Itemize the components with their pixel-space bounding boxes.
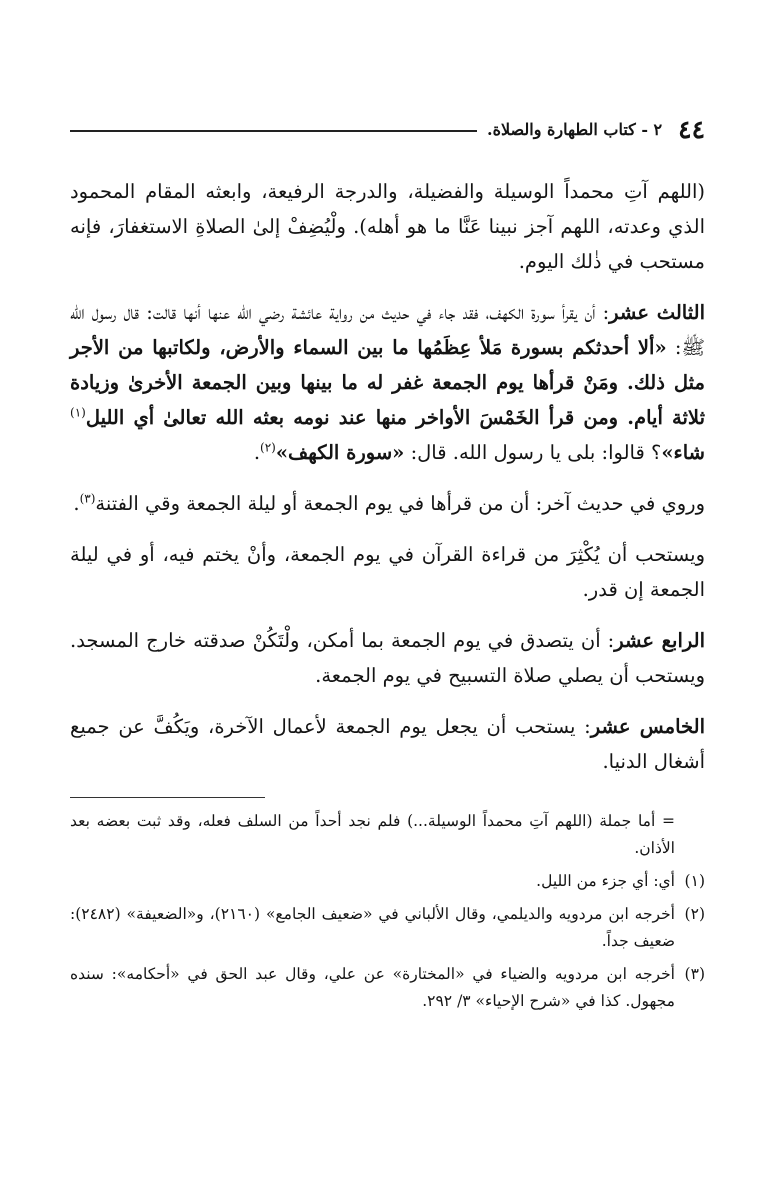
footnote-ref-1[interactable]: (١) bbox=[70, 405, 86, 420]
footnote-text: أي: أي جزء من الليل. bbox=[536, 872, 675, 890]
book-page bbox=[70, 112, 705, 1021]
running-title: ٢ - كتاب الطهارة والصلاة. bbox=[487, 119, 663, 139]
footnote-separator bbox=[70, 797, 265, 798]
paragraph-fifteenth bbox=[70, 709, 705, 779]
paragraph-text: : أن يقرأ سورة الكهف، فقد جاء في حديث من رواية عائشة رضي الله عنها أنها قالت: قال رسول الله ﷺ: bbox=[70, 301, 706, 359]
paragraph-quran-reading: ويستحب أن يُكْثِرَ من قراءة القرآن في يوم الجمعة، وأنْ يختم فيه، أو في ليلة الجمعة إن قدر. bbox=[70, 543, 705, 601]
paragraph-dua: (اللهم آتِ محمداً الوسيلة والفضيلة، والدرجة الرفيعة، وابعثه المقام المحمود الذي وعدته، اللهم آجز نبينا عَنَّا ما هو أهله). ولْيُضِفْ إلىٰ الصلاةِ الاستغفارَ، فإنه مستحب في ذٰلك اليوم. bbox=[70, 180, 705, 273]
paragraph-fourteenth bbox=[70, 623, 705, 693]
header-rule bbox=[70, 130, 477, 132]
main-text bbox=[70, 174, 705, 779]
footnote-mark: (١) bbox=[684, 872, 705, 890]
paragraph-text: : أن يتصدق في يوم الجمعة بما أمكن، ولْتَكُنْ صدقته خارج المسجد. ويستحب أن يصلي صلاة التسبيح في يوم الجمعة. bbox=[70, 629, 705, 687]
section-label-fourteenth: الرابع عشر bbox=[614, 629, 705, 652]
paragraph-end: . bbox=[73, 492, 80, 515]
section-label-fifteenth: الخامس عشر bbox=[590, 715, 705, 738]
footnote-ref-2[interactable]: (٢) bbox=[260, 440, 276, 455]
footnote-1 bbox=[70, 868, 705, 895]
hadith-quote-surah: «سورة الكهف» bbox=[275, 441, 405, 464]
footnote-text: أخرجه ابن مردويه والديلمي، وقال الألباني في «ضعيف الجامع» (٢١٦٠)، و«الضعيفة» (٢٤٨٢): ضعيف جداً. bbox=[70, 905, 675, 950]
footnote-continuation: = أما جملة (اللهم آتِ محمداً الوسيلة...) فلم نجد أحداً من السلف فعله، وقد ثبت بعضه بعد الأذان. bbox=[70, 812, 675, 857]
footnote-ref-3[interactable]: (٣) bbox=[79, 491, 96, 506]
footnote-2 bbox=[70, 901, 705, 955]
footnote-mark: (٢) bbox=[684, 905, 705, 923]
paragraph-text: ؟ قالوا: بلى يا رسول الله. قال: bbox=[404, 441, 662, 464]
footnote-text: أخرجه ابن مردويه والضياء في «المختارة» عن علي، وقال عبد الحق في «أحكامه»: سنده مجهول. كذا في «شرح الإحياء» ٣/ ٢٩٢. bbox=[70, 965, 675, 1010]
hadith-quote-end: شاء» bbox=[661, 441, 705, 464]
paragraph-narration bbox=[70, 486, 705, 521]
page-number: ٤٤ bbox=[678, 114, 705, 144]
paragraph-text: وروي في حديث آخر: أن من قرأها في يوم الجمعة أو ليلة الجمعة وقي الفتنة bbox=[95, 492, 705, 515]
footnote-mark: (٣) bbox=[684, 965, 705, 983]
page-header bbox=[70, 112, 705, 146]
paragraph-thirteenth bbox=[70, 295, 705, 470]
paragraph-text: : يستحب أن يجعل يوم الجمعة لأعمال الآخرة، ويَكُفَّ عن جميع أشغال الدنيا. bbox=[70, 715, 705, 773]
footnote-3 bbox=[70, 961, 705, 1015]
hadith-quote: «ألا أحدثكم بسورة مَلأ عِظَمُها ما بين السماء والأرض، ولكاتبها من الأجر مثل ذلك. ومَنْ قرأها يوم الجمعة غفر له ما بينها وبين الجمعة الأخرىٰ وزيادة ثلاثة أيام. ومن قرأ الخَمْسَ الأواخر منها عند نومه بعثه الله تعالىٰ أي الليل bbox=[70, 336, 705, 429]
footnotes bbox=[70, 808, 705, 1015]
paragraph-end: . bbox=[253, 441, 261, 464]
section-label-thirteenth: الثالث عشر bbox=[609, 301, 705, 324]
